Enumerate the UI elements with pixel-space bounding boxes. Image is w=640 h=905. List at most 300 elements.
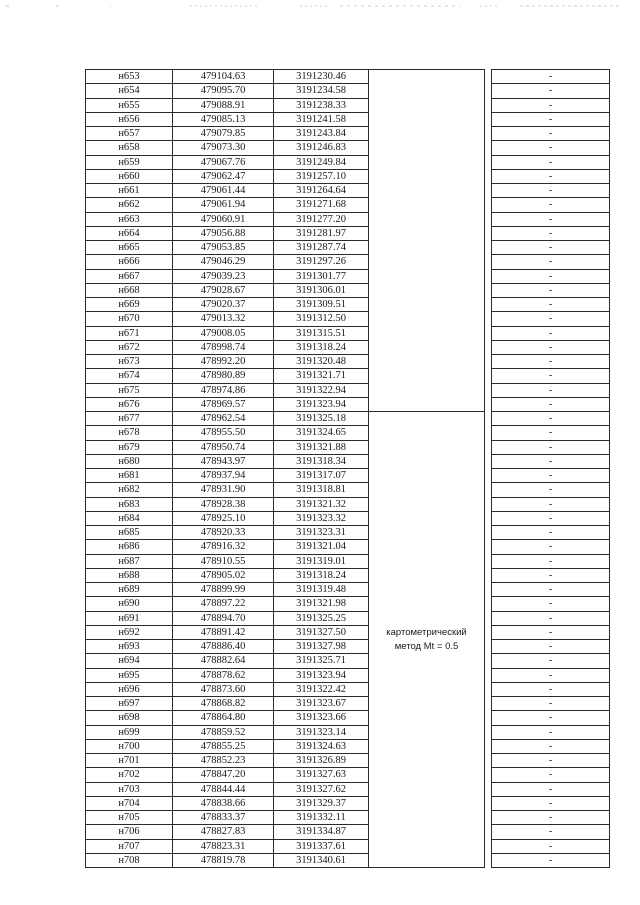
note-cell: - xyxy=(492,469,610,483)
note-cell: - xyxy=(492,440,610,454)
note-cell: - xyxy=(492,625,610,639)
point-number-cell: н708 xyxy=(86,853,173,867)
table-row xyxy=(86,112,610,126)
x-coordinate-cell: 478859.52 xyxy=(173,725,274,739)
column-gap xyxy=(485,127,492,141)
column-gap xyxy=(485,226,492,240)
table-row xyxy=(86,711,610,725)
x-coordinate-cell: 478882.64 xyxy=(173,654,274,668)
column-gap xyxy=(485,269,492,283)
column-gap xyxy=(485,725,492,739)
y-coordinate-cell: 3191323.94 xyxy=(274,668,369,682)
note-cell: - xyxy=(492,84,610,98)
point-number-cell: н683 xyxy=(86,497,173,511)
note-cell: - xyxy=(492,796,610,810)
point-number-cell: н655 xyxy=(86,98,173,112)
point-number-cell: н691 xyxy=(86,611,173,625)
point-number-cell: н702 xyxy=(86,768,173,782)
y-coordinate-cell: 3191246.83 xyxy=(274,141,369,155)
table-row xyxy=(86,184,610,198)
x-coordinate-cell: 479088.91 xyxy=(173,98,274,112)
y-coordinate-cell: 3191319.48 xyxy=(274,583,369,597)
table-row xyxy=(86,440,610,454)
table-row xyxy=(86,625,610,639)
point-number-cell: н701 xyxy=(86,754,173,768)
x-coordinate-cell: 479061.94 xyxy=(173,198,274,212)
column-gap xyxy=(485,412,492,426)
y-coordinate-cell: 3191321.88 xyxy=(274,440,369,454)
note-cell: - xyxy=(492,355,610,369)
y-coordinate-cell: 3191318.81 xyxy=(274,483,369,497)
note-cell: - xyxy=(492,668,610,682)
column-gap xyxy=(485,568,492,582)
note-cell: - xyxy=(492,127,610,141)
table-row xyxy=(86,597,610,611)
column-gap xyxy=(485,112,492,126)
x-coordinate-cell: 479067.76 xyxy=(173,155,274,169)
x-coordinate-cell: 478931.90 xyxy=(173,483,274,497)
table-row xyxy=(86,540,610,554)
x-coordinate-cell: 478878.62 xyxy=(173,668,274,682)
y-coordinate-cell: 3191325.25 xyxy=(274,611,369,625)
y-coordinate-cell: 3191337.61 xyxy=(274,839,369,853)
y-coordinate-cell: 3191327.50 xyxy=(274,625,369,639)
column-gap xyxy=(485,483,492,497)
x-coordinate-cell: 478852.23 xyxy=(173,754,274,768)
point-number-cell: н690 xyxy=(86,597,173,611)
point-number-cell: н668 xyxy=(86,283,173,297)
point-number-cell: н676 xyxy=(86,397,173,411)
x-coordinate-cell: 478980.89 xyxy=(173,369,274,383)
column-gap xyxy=(485,640,492,654)
note-cell: - xyxy=(492,511,610,525)
note-cell: - xyxy=(492,269,610,283)
x-coordinate-cell: 478998.74 xyxy=(173,340,274,354)
x-coordinate-cell: 478868.82 xyxy=(173,697,274,711)
point-number-cell: н659 xyxy=(86,155,173,169)
y-coordinate-cell: 3191323.66 xyxy=(274,711,369,725)
y-coordinate-cell: 3191340.61 xyxy=(274,853,369,867)
y-coordinate-cell: 3191243.84 xyxy=(274,127,369,141)
x-coordinate-cell: 479095.70 xyxy=(173,84,274,98)
table-row xyxy=(86,668,610,682)
y-coordinate-cell: 3191321.32 xyxy=(274,497,369,511)
x-coordinate-cell: 478928.38 xyxy=(173,497,274,511)
table-row xyxy=(86,839,610,853)
point-number-cell: н692 xyxy=(86,625,173,639)
table-row xyxy=(86,853,610,867)
table-row xyxy=(86,326,610,340)
point-number-cell: н705 xyxy=(86,811,173,825)
column-gap xyxy=(485,469,492,483)
point-number-cell: н696 xyxy=(86,682,173,696)
note-cell: - xyxy=(492,283,610,297)
x-coordinate-cell: 478891.42 xyxy=(173,625,274,639)
column-gap xyxy=(485,98,492,112)
point-number-cell: н667 xyxy=(86,269,173,283)
x-coordinate-cell: 478969.57 xyxy=(173,397,274,411)
table-row xyxy=(86,226,610,240)
table-row xyxy=(86,568,610,582)
note-cell: - xyxy=(492,141,610,155)
x-coordinate-cell: 478937.94 xyxy=(173,469,274,483)
table-row xyxy=(86,454,610,468)
x-coordinate-cell: 479053.85 xyxy=(173,241,274,255)
x-coordinate-cell: 478833.37 xyxy=(173,811,274,825)
point-number-cell: н660 xyxy=(86,169,173,183)
column-gap xyxy=(485,326,492,340)
column-gap xyxy=(485,454,492,468)
y-coordinate-cell: 3191325.18 xyxy=(274,412,369,426)
point-number-cell: н658 xyxy=(86,141,173,155)
note-cell: - xyxy=(492,412,610,426)
y-coordinate-cell: 3191281.97 xyxy=(274,226,369,240)
note-cell: - xyxy=(492,340,610,354)
table-row xyxy=(86,754,610,768)
y-coordinate-cell: 3191317.07 xyxy=(274,469,369,483)
table-row xyxy=(86,583,610,597)
y-coordinate-cell: 3191325.71 xyxy=(274,654,369,668)
note-cell: - xyxy=(492,112,610,126)
column-gap xyxy=(485,554,492,568)
column-gap xyxy=(485,397,492,411)
x-coordinate-cell: 479104.63 xyxy=(173,70,274,84)
column-gap xyxy=(485,497,492,511)
table-row xyxy=(86,782,610,796)
x-coordinate-cell: 478910.55 xyxy=(173,554,274,568)
y-coordinate-cell: 3191238.33 xyxy=(274,98,369,112)
point-number-cell: н707 xyxy=(86,839,173,853)
note-cell: - xyxy=(492,768,610,782)
point-number-cell: н695 xyxy=(86,668,173,682)
y-coordinate-cell: 3191297.26 xyxy=(274,255,369,269)
note-cell: - xyxy=(492,369,610,383)
y-coordinate-cell: 3191234.58 xyxy=(274,84,369,98)
table-row xyxy=(86,198,610,212)
note-cell: - xyxy=(492,397,610,411)
x-coordinate-cell: 479008.05 xyxy=(173,326,274,340)
column-gap xyxy=(485,255,492,269)
table-row xyxy=(86,141,610,155)
y-coordinate-cell: 3191249.84 xyxy=(274,155,369,169)
y-coordinate-cell: 3191257.10 xyxy=(274,169,369,183)
column-gap xyxy=(485,526,492,540)
note-cell: - xyxy=(492,526,610,540)
column-gap xyxy=(485,511,492,525)
point-number-cell: н673 xyxy=(86,355,173,369)
y-coordinate-cell: 3191323.14 xyxy=(274,725,369,739)
column-gap xyxy=(485,597,492,611)
note-cell: - xyxy=(492,739,610,753)
note-cell: - xyxy=(492,782,610,796)
x-coordinate-cell: 478873.60 xyxy=(173,682,274,696)
x-coordinate-cell: 478962.54 xyxy=(173,412,274,426)
table-row xyxy=(86,383,610,397)
column-gap xyxy=(485,241,492,255)
column-gap xyxy=(485,184,492,198)
y-coordinate-cell: 3191321.98 xyxy=(274,597,369,611)
y-coordinate-cell: 3191323.94 xyxy=(274,397,369,411)
point-number-cell: н680 xyxy=(86,454,173,468)
table-row xyxy=(86,312,610,326)
table-row xyxy=(86,768,610,782)
table-row xyxy=(86,355,610,369)
point-number-cell: н694 xyxy=(86,654,173,668)
table-row xyxy=(86,739,610,753)
note-cell: - xyxy=(492,825,610,839)
point-number-cell: н653 xyxy=(86,70,173,84)
y-coordinate-cell: 3191301.77 xyxy=(274,269,369,283)
note-cell: - xyxy=(492,811,610,825)
point-number-cell: н663 xyxy=(86,212,173,226)
y-coordinate-cell: 3191277.20 xyxy=(274,212,369,226)
y-coordinate-cell: 3191327.98 xyxy=(274,640,369,654)
x-coordinate-cell: 478925.10 xyxy=(173,511,274,525)
y-coordinate-cell: 3191241.58 xyxy=(274,112,369,126)
x-coordinate-cell: 478827.83 xyxy=(173,825,274,839)
table-row xyxy=(86,269,610,283)
column-gap xyxy=(485,782,492,796)
column-gap xyxy=(485,283,492,297)
method-cell-top xyxy=(369,70,485,412)
coordinates-table xyxy=(85,69,610,868)
table-row xyxy=(86,796,610,810)
note-cell: - xyxy=(492,298,610,312)
x-coordinate-cell: 478920.33 xyxy=(173,526,274,540)
note-cell: - xyxy=(492,611,610,625)
column-gap xyxy=(485,84,492,98)
x-coordinate-cell: 479085.13 xyxy=(173,112,274,126)
table-row xyxy=(86,212,610,226)
table-row xyxy=(86,526,610,540)
point-number-cell: н699 xyxy=(86,725,173,739)
note-cell: - xyxy=(492,483,610,497)
column-gap xyxy=(485,825,492,839)
table-row xyxy=(86,283,610,297)
table-row xyxy=(86,697,610,711)
column-gap xyxy=(485,697,492,711)
y-coordinate-cell: 3191319.01 xyxy=(274,554,369,568)
x-coordinate-cell: 478897.22 xyxy=(173,597,274,611)
table-row xyxy=(86,682,610,696)
table-row xyxy=(86,640,610,654)
x-coordinate-cell: 479020.37 xyxy=(173,298,274,312)
y-coordinate-cell: 3191327.62 xyxy=(274,782,369,796)
x-coordinate-cell: 478974.86 xyxy=(173,383,274,397)
y-coordinate-cell: 3191264.64 xyxy=(274,184,369,198)
column-gap xyxy=(485,625,492,639)
y-coordinate-cell: 3191271.68 xyxy=(274,198,369,212)
note-cell: - xyxy=(492,640,610,654)
table-row xyxy=(86,825,610,839)
table-row xyxy=(86,397,610,411)
column-gap xyxy=(485,796,492,810)
x-coordinate-cell: 478950.74 xyxy=(173,440,274,454)
column-gap xyxy=(485,754,492,768)
x-coordinate-cell: 479039.23 xyxy=(173,269,274,283)
note-cell: - xyxy=(492,554,610,568)
column-gap xyxy=(485,141,492,155)
table-row xyxy=(86,369,610,383)
point-number-cell: н703 xyxy=(86,782,173,796)
point-number-cell: н669 xyxy=(86,298,173,312)
note-cell: - xyxy=(492,697,610,711)
y-coordinate-cell: 3191322.42 xyxy=(274,682,369,696)
point-number-cell: н698 xyxy=(86,711,173,725)
table-row xyxy=(86,84,610,98)
table-row xyxy=(86,70,610,84)
point-number-cell: н654 xyxy=(86,84,173,98)
column-gap xyxy=(485,853,492,867)
point-number-cell: н684 xyxy=(86,511,173,525)
x-coordinate-cell: 479060.91 xyxy=(173,212,274,226)
table-row xyxy=(86,469,610,483)
x-coordinate-cell: 478847.20 xyxy=(173,768,274,782)
y-coordinate-cell: 3191332.11 xyxy=(274,811,369,825)
note-cell: - xyxy=(492,682,610,696)
note-cell: - xyxy=(492,454,610,468)
point-number-cell: н704 xyxy=(86,796,173,810)
x-coordinate-cell: 478916.32 xyxy=(173,540,274,554)
point-number-cell: н662 xyxy=(86,198,173,212)
y-coordinate-cell: 3191318.24 xyxy=(274,568,369,582)
x-coordinate-cell: 479013.32 xyxy=(173,312,274,326)
table-row xyxy=(86,483,610,497)
point-number-cell: н664 xyxy=(86,226,173,240)
column-gap xyxy=(485,169,492,183)
note-cell: - xyxy=(492,568,610,582)
y-coordinate-cell: 3191327.63 xyxy=(274,768,369,782)
note-cell: - xyxy=(492,426,610,440)
table-row xyxy=(86,412,610,426)
column-gap xyxy=(485,768,492,782)
point-number-cell: н682 xyxy=(86,483,173,497)
column-gap xyxy=(485,426,492,440)
table-row xyxy=(86,725,610,739)
point-number-cell: н675 xyxy=(86,383,173,397)
note-cell: - xyxy=(492,597,610,611)
column-gap xyxy=(485,540,492,554)
y-coordinate-cell: 3191324.63 xyxy=(274,739,369,753)
point-number-cell: н657 xyxy=(86,127,173,141)
x-coordinate-cell: 479046.29 xyxy=(173,255,274,269)
note-cell: - xyxy=(492,184,610,198)
coordinates-table-body xyxy=(86,70,610,868)
y-coordinate-cell: 3191230.46 xyxy=(274,70,369,84)
x-coordinate-cell: 478894.70 xyxy=(173,611,274,625)
x-coordinate-cell: 478823.31 xyxy=(173,839,274,853)
point-number-cell: н697 xyxy=(86,697,173,711)
y-coordinate-cell: 3191321.04 xyxy=(274,540,369,554)
y-coordinate-cell: 3191320.48 xyxy=(274,355,369,369)
note-cell: - xyxy=(492,853,610,867)
note-cell: - xyxy=(492,326,610,340)
x-coordinate-cell: 478992.20 xyxy=(173,355,274,369)
column-gap xyxy=(485,155,492,169)
column-gap xyxy=(485,839,492,853)
note-cell: - xyxy=(492,226,610,240)
column-gap xyxy=(485,440,492,454)
method-accuracy: метод Mt = 0.5 xyxy=(394,640,459,652)
y-coordinate-cell: 3191315.51 xyxy=(274,326,369,340)
table-row xyxy=(86,511,610,525)
column-gap xyxy=(485,298,492,312)
point-number-cell: н665 xyxy=(86,241,173,255)
column-gap xyxy=(485,70,492,84)
x-coordinate-cell: 478905.02 xyxy=(173,568,274,582)
column-gap xyxy=(485,583,492,597)
note-cell: - xyxy=(492,583,610,597)
point-number-cell: н666 xyxy=(86,255,173,269)
x-coordinate-cell: 478886.40 xyxy=(173,640,274,654)
column-gap xyxy=(485,654,492,668)
y-coordinate-cell: 3191287.74 xyxy=(274,241,369,255)
y-coordinate-cell: 3191323.32 xyxy=(274,511,369,525)
x-coordinate-cell: 479062.47 xyxy=(173,169,274,183)
y-coordinate-cell: 3191306.01 xyxy=(274,283,369,297)
x-coordinate-cell: 479079.85 xyxy=(173,127,274,141)
column-gap xyxy=(485,711,492,725)
table-row xyxy=(86,426,610,440)
point-number-cell: н678 xyxy=(86,426,173,440)
table-row xyxy=(86,98,610,112)
table-row xyxy=(86,241,610,255)
note-cell: - xyxy=(492,383,610,397)
y-coordinate-cell: 3191323.31 xyxy=(274,526,369,540)
point-number-cell: н671 xyxy=(86,326,173,340)
x-coordinate-cell: 478838.66 xyxy=(173,796,274,810)
point-number-cell: н661 xyxy=(86,184,173,198)
x-coordinate-cell: 478819.78 xyxy=(173,853,274,867)
column-gap xyxy=(485,739,492,753)
point-number-cell: н656 xyxy=(86,112,173,126)
table-row xyxy=(86,811,610,825)
column-gap xyxy=(485,811,492,825)
table-row xyxy=(86,340,610,354)
note-cell: - xyxy=(492,70,610,84)
note-cell: - xyxy=(492,654,610,668)
x-coordinate-cell: 478855.25 xyxy=(173,739,274,753)
table-row xyxy=(86,155,610,169)
x-coordinate-cell: 479061.44 xyxy=(173,184,274,198)
column-gap xyxy=(485,668,492,682)
y-coordinate-cell: 3191334.87 xyxy=(274,825,369,839)
x-coordinate-cell: 479056.88 xyxy=(173,226,274,240)
x-coordinate-cell: 479028.67 xyxy=(173,283,274,297)
y-coordinate-cell: 3191312.50 xyxy=(274,312,369,326)
table-row xyxy=(86,554,610,568)
table-row xyxy=(86,127,610,141)
note-cell: - xyxy=(492,98,610,112)
table-row xyxy=(86,497,610,511)
y-coordinate-cell: 3191326.89 xyxy=(274,754,369,768)
column-gap xyxy=(485,369,492,383)
method-name: картометрический xyxy=(386,626,467,638)
table-row xyxy=(86,611,610,625)
y-coordinate-cell: 3191318.24 xyxy=(274,340,369,354)
scan-artifact-marks xyxy=(0,0,640,12)
x-coordinate-cell: 478844.44 xyxy=(173,782,274,796)
y-coordinate-cell: 3191322.94 xyxy=(274,383,369,397)
table-row xyxy=(86,298,610,312)
point-number-cell: н681 xyxy=(86,469,173,483)
y-coordinate-cell: 3191324.65 xyxy=(274,426,369,440)
table-row xyxy=(86,255,610,269)
point-number-cell: н706 xyxy=(86,825,173,839)
column-gap xyxy=(485,355,492,369)
method-cell-bottom xyxy=(369,412,485,868)
column-gap xyxy=(485,682,492,696)
